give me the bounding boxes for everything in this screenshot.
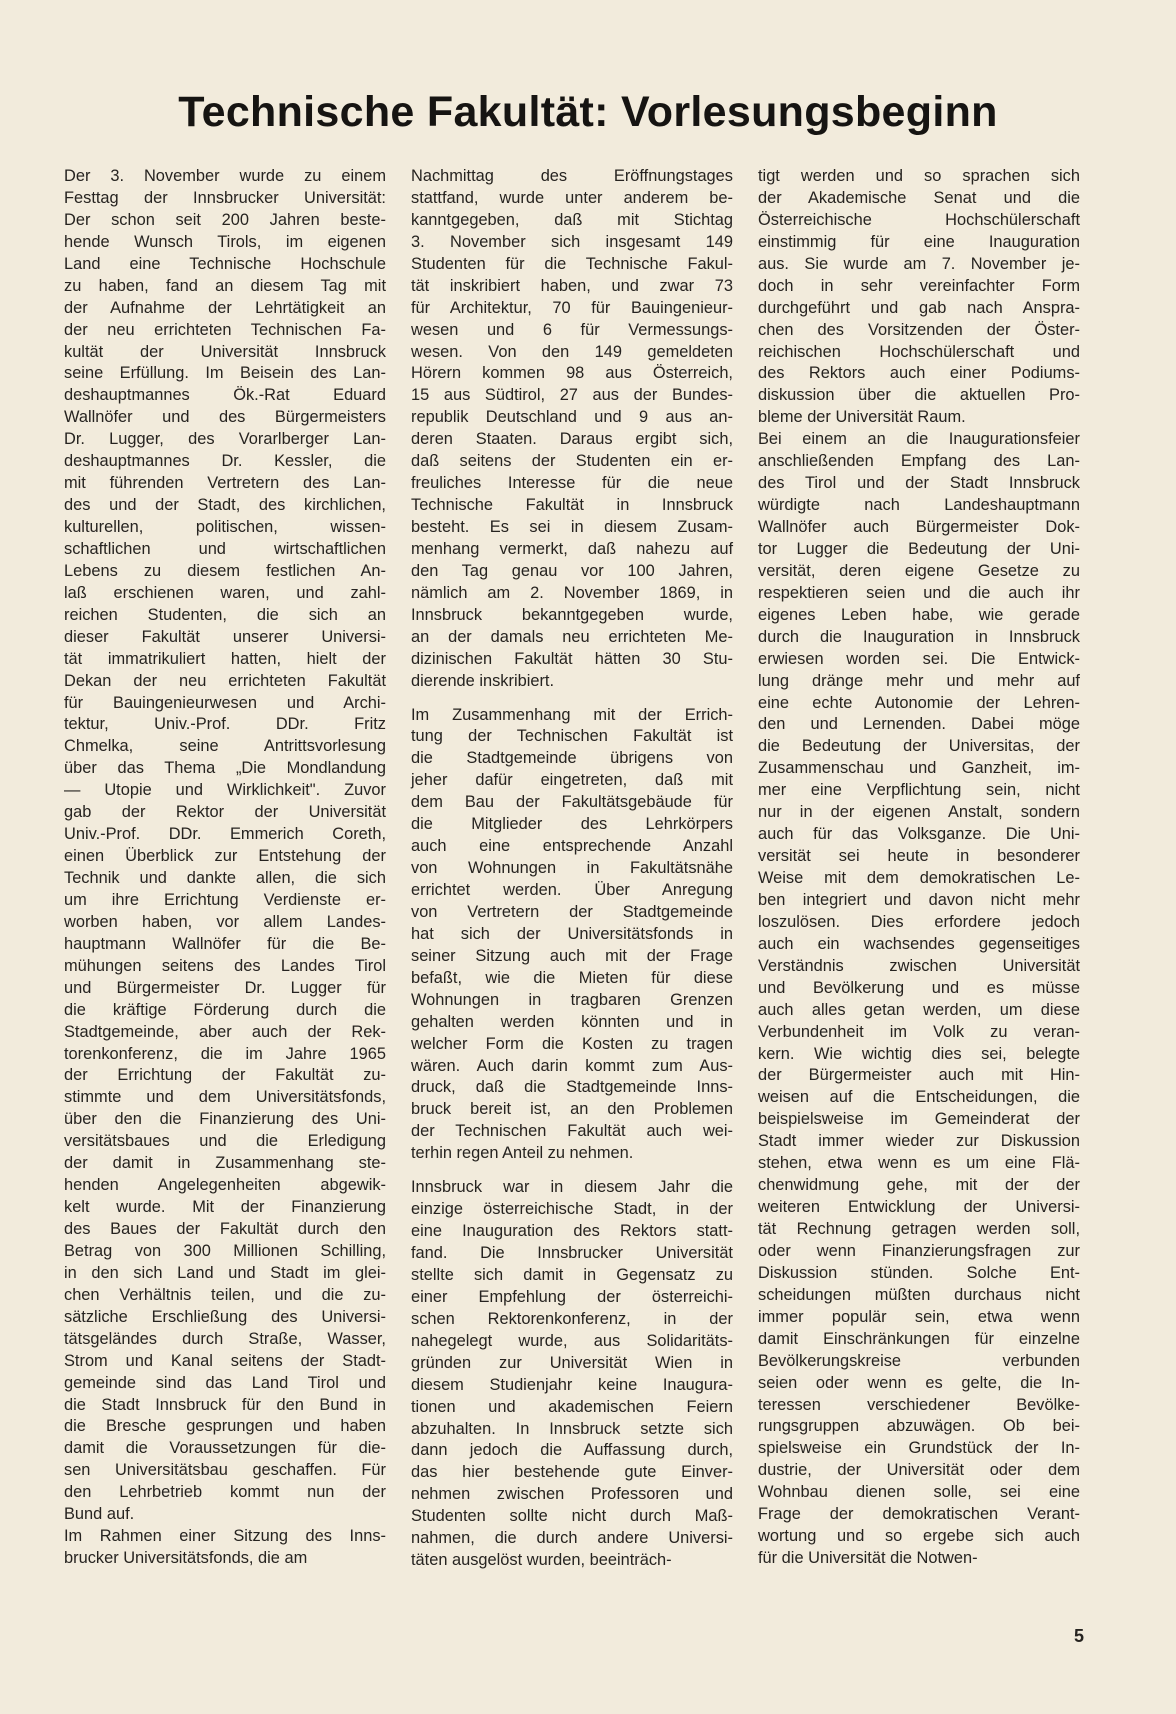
text-line: Festtag der Innsbrucker Universität: bbox=[64, 188, 386, 207]
text-line: republik Deutschland und 9 aus an- bbox=[411, 408, 733, 427]
text-line: durchgeführt und gab nach Anspra- bbox=[758, 298, 1080, 317]
text-line: deshauptmannes Ök.-Rat Eduard bbox=[64, 386, 386, 405]
text-line: würdigte nach Landeshauptmann bbox=[758, 496, 1080, 515]
text-line: fand. Die Innsbrucker Universität bbox=[411, 1244, 733, 1262]
text-line: lung dränge mehr und mehr auf bbox=[758, 671, 1080, 690]
text-line: seine Erfüllung. Im Beisein des Lan- bbox=[64, 364, 386, 383]
text-line: für Architektur, 70 für Bauingenieur- bbox=[411, 298, 733, 317]
text-line: dierende inskribiert. bbox=[411, 671, 555, 690]
text-line: erwiesen worden sei. Die Entwick- bbox=[758, 649, 1080, 668]
paragraph bbox=[64, 166, 386, 1526]
text-line: tor Lugger die Bedeutung der Uni- bbox=[758, 539, 1080, 558]
text-line: bleme der Universität Raum. bbox=[758, 408, 966, 427]
text-line: von Wohnungen in Fakultätsnähe bbox=[411, 859, 733, 878]
text-line: Stadt immer wieder zur Diskussion bbox=[758, 1132, 1080, 1151]
text-line: Wallnöfer und des Bürgermeisters bbox=[64, 408, 386, 427]
text-line: dizinischen Fakultät hätten 30 Stu- bbox=[411, 649, 733, 668]
article-title: Technische Fakultät: Vorlesungsbeginn bbox=[178, 88, 998, 136]
text-line: Innsbruck war in diesem Jahr die bbox=[411, 1178, 733, 1197]
text-line: torenkonferenz, die im Jahre 1965 bbox=[64, 1044, 386, 1063]
text-line: stimmte und dem Universitätsfonds, bbox=[64, 1088, 386, 1107]
text-line: gab der Rektor der Universität bbox=[64, 803, 386, 822]
text-line: deshauptmannes Dr. Kessler, die bbox=[64, 452, 386, 471]
text-line: 15 aus Südtirol, 27 aus der Bundes- bbox=[411, 386, 733, 405]
text-line: mer eine Verpflichtung sein, nicht bbox=[758, 781, 1080, 800]
text-line: der Aufnahme der Lehrtätigkeit an bbox=[64, 298, 386, 317]
text-line: henden Angelegenheiten abgewik- bbox=[64, 1176, 386, 1195]
text-line: Weise mit dem demokratischen Le- bbox=[758, 869, 1080, 887]
text-line: des Rektors auch einer Podiums- bbox=[758, 364, 1080, 383]
text-line: nahegelegt wurde, aus Solidaritäts- bbox=[411, 1331, 733, 1350]
text-line: nehmen zwischen Professoren und bbox=[411, 1485, 733, 1504]
text-line: bruck bereit ist, an den Problemen bbox=[411, 1100, 733, 1119]
text-line: oder wenn Finanzierungsfragen zur bbox=[758, 1241, 1080, 1260]
text-line: Dr. Lugger, des Vorarlberger Lan- bbox=[64, 430, 386, 449]
text-line: scheidungen müßten durchaus nicht bbox=[758, 1285, 1080, 1304]
text-line: das hier bestehende gute Einver- bbox=[411, 1463, 733, 1482]
text-line: Betrag von 300 Millionen Schilling, bbox=[64, 1241, 386, 1260]
text-line: kultät der Universität Innsbruck bbox=[64, 342, 386, 361]
text-line: versität sei heute in besonderer bbox=[758, 847, 1080, 866]
text-line: Strom und Kanal seitens der Stadt- bbox=[64, 1351, 386, 1370]
text-line: Chmelka, seine Antrittsvorlesung bbox=[64, 737, 386, 756]
text-line: Im Zusammenhang mit der Errich- bbox=[411, 705, 733, 724]
text-line: wesen. Von den 149 gemeldeten bbox=[411, 342, 733, 361]
text-line: daß seitens der Studenten ein er- bbox=[411, 452, 733, 471]
text-line: Verbundenheit im Volk zu veran- bbox=[758, 1022, 1080, 1041]
text-line: hat sich der Universitätsfonds in bbox=[411, 924, 733, 943]
text-line: des Baues der Fakultät durch den bbox=[64, 1220, 386, 1238]
text-line: Land eine Technische Hochschule bbox=[64, 254, 386, 273]
text-line: aus. Sie wurde am 7. November je- bbox=[758, 254, 1080, 273]
text-line: die kräftige Förderung durch die bbox=[64, 1000, 386, 1019]
text-line: und Bevölkerung und es müsse bbox=[758, 978, 1080, 997]
text-line: anschließenden Empfang des Lan- bbox=[758, 452, 1080, 471]
text-line: Der 3. November wurde zu einem bbox=[64, 167, 386, 185]
text-line: diesem Studienjahr keine Inaugura- bbox=[411, 1375, 733, 1394]
text-line: abzuhalten. In Innsbruck setzte sich bbox=[411, 1419, 733, 1438]
text-line: Der schon seit 200 Jahren beste- bbox=[64, 210, 386, 229]
text-line: dem Bau der Fakultätsgebäude für bbox=[411, 793, 733, 812]
text-line: über den die Finanzierung des Uni- bbox=[64, 1110, 386, 1129]
text-line: ben integriert und davon nicht mehr bbox=[758, 890, 1080, 909]
paragraph bbox=[411, 1177, 733, 1572]
text-line: Univ.-Prof. DDr. Emmerich Coreth, bbox=[64, 825, 386, 844]
text-line: spielsweise ein Grundstück der In- bbox=[758, 1439, 1080, 1458]
text-line: tektur, Univ.-Prof. DDr. Fritz bbox=[64, 715, 386, 734]
text-line: über das Thema „Die Mondlandung bbox=[64, 759, 386, 778]
text-line: dann jedoch die Auffassung durch, bbox=[411, 1441, 733, 1460]
text-line: Im Rahmen einer Sitzung des Inns- bbox=[64, 1527, 386, 1546]
text-line: sen Universitätsbau geschaffen. Für bbox=[64, 1461, 386, 1480]
text-line: weisen auf die Entscheidungen, die bbox=[758, 1088, 1080, 1107]
text-line: Stadtgemeinde, aber auch der Rek- bbox=[64, 1022, 386, 1041]
text-line: doch in sehr vereinfachter Form bbox=[758, 276, 1080, 295]
text-line: Bund auf. bbox=[64, 1505, 135, 1524]
text-line: wesen und 6 für Vermessungs- bbox=[411, 320, 733, 339]
paragraph bbox=[758, 429, 1080, 1570]
text-line: brucker Universitätsfonds, die am bbox=[64, 1549, 308, 1568]
text-line: kanntgegeben, daß mit Stichtag bbox=[411, 210, 733, 229]
text-line: worben haben, vor allem Landes- bbox=[64, 912, 386, 931]
text-line: errichtet werden. Über Anregung bbox=[411, 881, 733, 899]
text-line: Zusammenschau und Ganzheit, im- bbox=[758, 759, 1080, 778]
text-line: durch die Inauguration in Innsbruck bbox=[758, 627, 1080, 646]
text-line: kern. Wie wichtig dies sei, belegte bbox=[758, 1044, 1080, 1063]
text-line: beispielsweise im Gemeinderat der bbox=[758, 1110, 1080, 1129]
text-line: Innsbruck bekanntgegeben wurde, bbox=[411, 605, 733, 624]
text-line: seiner Sitzung auch mit der Frage bbox=[411, 946, 733, 965]
page-number: 5 bbox=[1074, 1626, 1085, 1646]
text-line: den Tag genau vor 100 Jahren, bbox=[411, 561, 733, 580]
text-line: mit führenden Vertretern des Lan- bbox=[64, 474, 386, 493]
text-line: einstimmig für eine Inauguration bbox=[758, 232, 1080, 251]
text-line: respektieren seien und die auch ihr bbox=[758, 583, 1080, 602]
text-line: — Utopie und Wirklichkeit". Zuvor bbox=[64, 781, 386, 800]
text-line: reichen Studenten, die sich an bbox=[64, 605, 386, 624]
text-line: der Bürgermeister auch mit Hin- bbox=[758, 1066, 1080, 1085]
text-line: seien oder wenn es gelte, die In- bbox=[758, 1373, 1080, 1392]
text-line: zu haben, fand an diesem Tag mit bbox=[64, 276, 386, 295]
text-line: Lebens zu diesem festlichen An- bbox=[64, 561, 386, 580]
text-line: an der damals neu errichteten Me- bbox=[411, 627, 733, 646]
text-line: des und der Stadt, des kirchlichen, bbox=[64, 496, 386, 515]
text-line: kulturellen, politischen, wissen- bbox=[64, 518, 386, 536]
text-line: in den sich Land und Stadt im glei- bbox=[64, 1263, 386, 1282]
text-line: kelt wurde. Mit der Finanzierung bbox=[64, 1198, 386, 1217]
text-line: die Stadt Innsbruck für den Bund in bbox=[64, 1395, 386, 1414]
text-line: auch eine entsprechende Anzahl bbox=[411, 837, 733, 856]
text-line: den Lehrbetrieb kommt nun der bbox=[64, 1483, 386, 1502]
text-line: weiteren Entwicklung der Universi- bbox=[758, 1198, 1080, 1217]
text-line: dieser Fakultät unserer Universi- bbox=[64, 627, 386, 646]
text-line: schaftlichen und wirtschaftlichen bbox=[64, 539, 386, 558]
text-line: immer populär sein, etwa wenn bbox=[758, 1307, 1080, 1326]
text-line: reichischen Hochschülerschaft und bbox=[758, 342, 1080, 361]
text-line: gründen zur Universität Wien in bbox=[411, 1353, 733, 1372]
text-line: laß erschienen waren, und zahl- bbox=[64, 583, 386, 602]
text-line: eine Inauguration des Rektors statt- bbox=[411, 1222, 733, 1241]
text-line: gehalten werden könnten und in bbox=[411, 1012, 733, 1031]
text-line: der Akademische Senat und die bbox=[758, 188, 1080, 207]
text-line: loszulösen. Dies erfordere jedoch bbox=[758, 912, 1080, 931]
text-line: chen Verhältnis teilen, und die zu- bbox=[64, 1285, 386, 1304]
text-line: stellte sich damit in Gegensatz zu bbox=[411, 1265, 733, 1284]
paragraph bbox=[758, 166, 1080, 429]
text-line: diskussion über die aktuellen Pro- bbox=[758, 386, 1080, 405]
text-line: tionen und akademischen Feiern bbox=[411, 1397, 733, 1416]
text-line: 3. November sich insgesamt 149 bbox=[411, 232, 733, 251]
text-line: deren Staaten. Daraus ergibt sich, bbox=[411, 430, 733, 449]
text-line: Bevölkerungskreise verbunden bbox=[758, 1351, 1080, 1370]
text-line: die Bedeutung der Universitas, der bbox=[758, 737, 1080, 756]
text-line: einzige österreichische Stadt, in der bbox=[411, 1200, 733, 1219]
text-line: gemeinde sind das Land Tirol und bbox=[64, 1373, 386, 1392]
text-line: für Bauingenieurwesen und Archi- bbox=[64, 693, 386, 712]
text-line: nur in der eigenen Anstalt, sondern bbox=[758, 803, 1080, 822]
paragraph bbox=[411, 705, 733, 1166]
text-line: mühungen seitens des Landes Tirol bbox=[64, 956, 386, 975]
text-line: sätzliche Erschließung des Universi- bbox=[64, 1307, 386, 1326]
text-line: befaßt, wie die Mieten für diese bbox=[411, 968, 733, 987]
text-line: freuliches Interesse für die neue bbox=[411, 474, 733, 493]
text-line: tung der Technischen Fakultät ist bbox=[411, 727, 733, 746]
text-line: eine echte Autonomie der Lehren- bbox=[758, 693, 1080, 712]
text-line: welcher Form die Kosten zu tragen bbox=[411, 1034, 733, 1053]
text-line: auch ein wachsendes gegenseitiges bbox=[758, 934, 1080, 953]
text-line: Wohnbau dienen solle, sei eine bbox=[758, 1483, 1080, 1502]
text-line: die Bresche gesprungen und haben bbox=[64, 1417, 386, 1436]
text-line: Frage der demokratischen Verant- bbox=[758, 1505, 1080, 1524]
text-line: tät Rechnung getragen werden soll, bbox=[758, 1220, 1080, 1238]
text-line: Wohnungen in tragbaren Grenzen bbox=[411, 990, 733, 1009]
text-line: nämlich am 2. November 1869, in bbox=[411, 583, 733, 602]
text-line: tät inskribiert haben, und zwar 73 bbox=[411, 276, 733, 295]
text-line: stehen, etwa wenn es um eine Flä- bbox=[758, 1154, 1080, 1173]
text-line: Bei einem an die Inaugurationsfeier bbox=[758, 430, 1080, 449]
text-line: auch alles getan werden, um diese bbox=[758, 1000, 1080, 1019]
text-line: eigenes Leben habe, wie gerade bbox=[758, 605, 1080, 624]
paragraph bbox=[411, 166, 733, 693]
text-line: Verständnis zwischen Universität bbox=[758, 956, 1080, 975]
text-line: stattfand, wurde unter anderem be- bbox=[411, 188, 733, 207]
text-line: menhang vermerkt, daß nahezu auf bbox=[411, 539, 733, 558]
text-line: hauptmann Wallnöfer für die Be- bbox=[64, 934, 386, 953]
paragraph bbox=[64, 1526, 386, 1570]
text-line: druck, daß die Stadtgemeinde Inns- bbox=[411, 1078, 733, 1097]
text-line: um ihre Errichtung Verdienste er- bbox=[64, 890, 386, 909]
text-column-3 bbox=[758, 166, 1080, 1570]
text-line: tätsgeländes durch Straße, Wasser, bbox=[64, 1329, 386, 1348]
text-line: täten ausgelöst wurden, beeinträch- bbox=[411, 1551, 672, 1570]
text-line: der neu errichteten Technischen Fa- bbox=[64, 320, 386, 339]
text-line: Studenten sollte nicht durch Maß- bbox=[411, 1507, 733, 1526]
text-line: der Errichtung der Fakultät zu- bbox=[64, 1066, 386, 1085]
text-line: rungsgruppen abzuwägen. Ob bei- bbox=[758, 1417, 1080, 1436]
text-line: den und Lernenden. Dabei möge bbox=[758, 715, 1080, 734]
text-line: damit die Voraussetzungen für die- bbox=[64, 1439, 386, 1458]
text-line: jeher dafür eingetreten, daß mit bbox=[411, 771, 733, 790]
text-line: chenwidmung gehe, mit der der bbox=[758, 1176, 1080, 1195]
text-line: Nachmittag des Eröffnungstages bbox=[411, 167, 733, 185]
text-line: einer Empfehlung der österreichi- bbox=[411, 1287, 733, 1306]
text-line: der damit in Zusammenhang ste- bbox=[64, 1154, 386, 1173]
text-line: Wallnöfer auch Bürgermeister Dok- bbox=[758, 518, 1080, 536]
text-line: damit Einschränkungen für einzelne bbox=[758, 1329, 1080, 1348]
text-line: versität, deren eigene Gesetze zu bbox=[758, 561, 1080, 580]
text-line: für die Universität die Notwen- bbox=[758, 1549, 978, 1568]
text-line: einen Überblick zur Entstehung der bbox=[64, 847, 386, 866]
text-line: tät immatrikuliert hatten, hielt der bbox=[64, 649, 386, 668]
text-line: nahmen, die durch andere Universi- bbox=[411, 1529, 733, 1548]
text-line: des Tirol und der Stadt Innsbruck bbox=[758, 474, 1080, 493]
text-line: dustrie, der Universität oder dem bbox=[758, 1461, 1080, 1480]
text-line: die Stadtgemeinde übrigens von bbox=[411, 749, 733, 768]
text-line: der Technischen Fakultät auch wei- bbox=[411, 1122, 733, 1141]
text-line: die Mitglieder des Lehrkörpers bbox=[411, 815, 733, 834]
text-column-1 bbox=[64, 166, 386, 1570]
text-line: tigt werden und so sprachen sich bbox=[758, 167, 1080, 185]
text-line: Diskussion stünden. Solche Ent- bbox=[758, 1263, 1080, 1282]
text-line: terhin regen Anteil zu nehmen. bbox=[411, 1144, 634, 1163]
text-line: teressen verschiedener Bevölke- bbox=[758, 1395, 1080, 1414]
text-line: hende Wunsch Tirols, im eigenen bbox=[64, 232, 386, 251]
text-line: besteht. Es sei in diesem Zusam- bbox=[411, 518, 733, 536]
text-line: chen des Vorsitzenden der Öster- bbox=[758, 320, 1080, 339]
text-line: Technische Fakultät in Innsbruck bbox=[411, 496, 733, 515]
text-line: wortung und so ergebe sich auch bbox=[758, 1527, 1080, 1546]
text-line: Dekan der neu errichteten Fakultät bbox=[64, 671, 386, 690]
text-line: versitätsbaues und die Erledigung bbox=[64, 1132, 386, 1151]
text-line: Technik und dankte allen, die sich bbox=[64, 869, 386, 887]
text-line: schen Rektorenkonferenz, in der bbox=[411, 1309, 733, 1328]
text-line: und Bürgermeister Dr. Lugger für bbox=[64, 978, 386, 997]
text-line: wären. Auch darin kommt zum Aus- bbox=[411, 1056, 733, 1075]
text-line: Österreichische Hochschülerschaft bbox=[758, 210, 1080, 229]
text-column-2 bbox=[411, 166, 733, 1572]
text-line: Hörern kommen 98 aus Österreich, bbox=[411, 364, 733, 383]
text-line: auch für das Volksganze. Die Uni- bbox=[758, 825, 1080, 844]
text-line: von Vertretern der Stadtgemeinde bbox=[411, 902, 733, 921]
text-line: Studenten für die Technische Fakul- bbox=[411, 254, 733, 273]
